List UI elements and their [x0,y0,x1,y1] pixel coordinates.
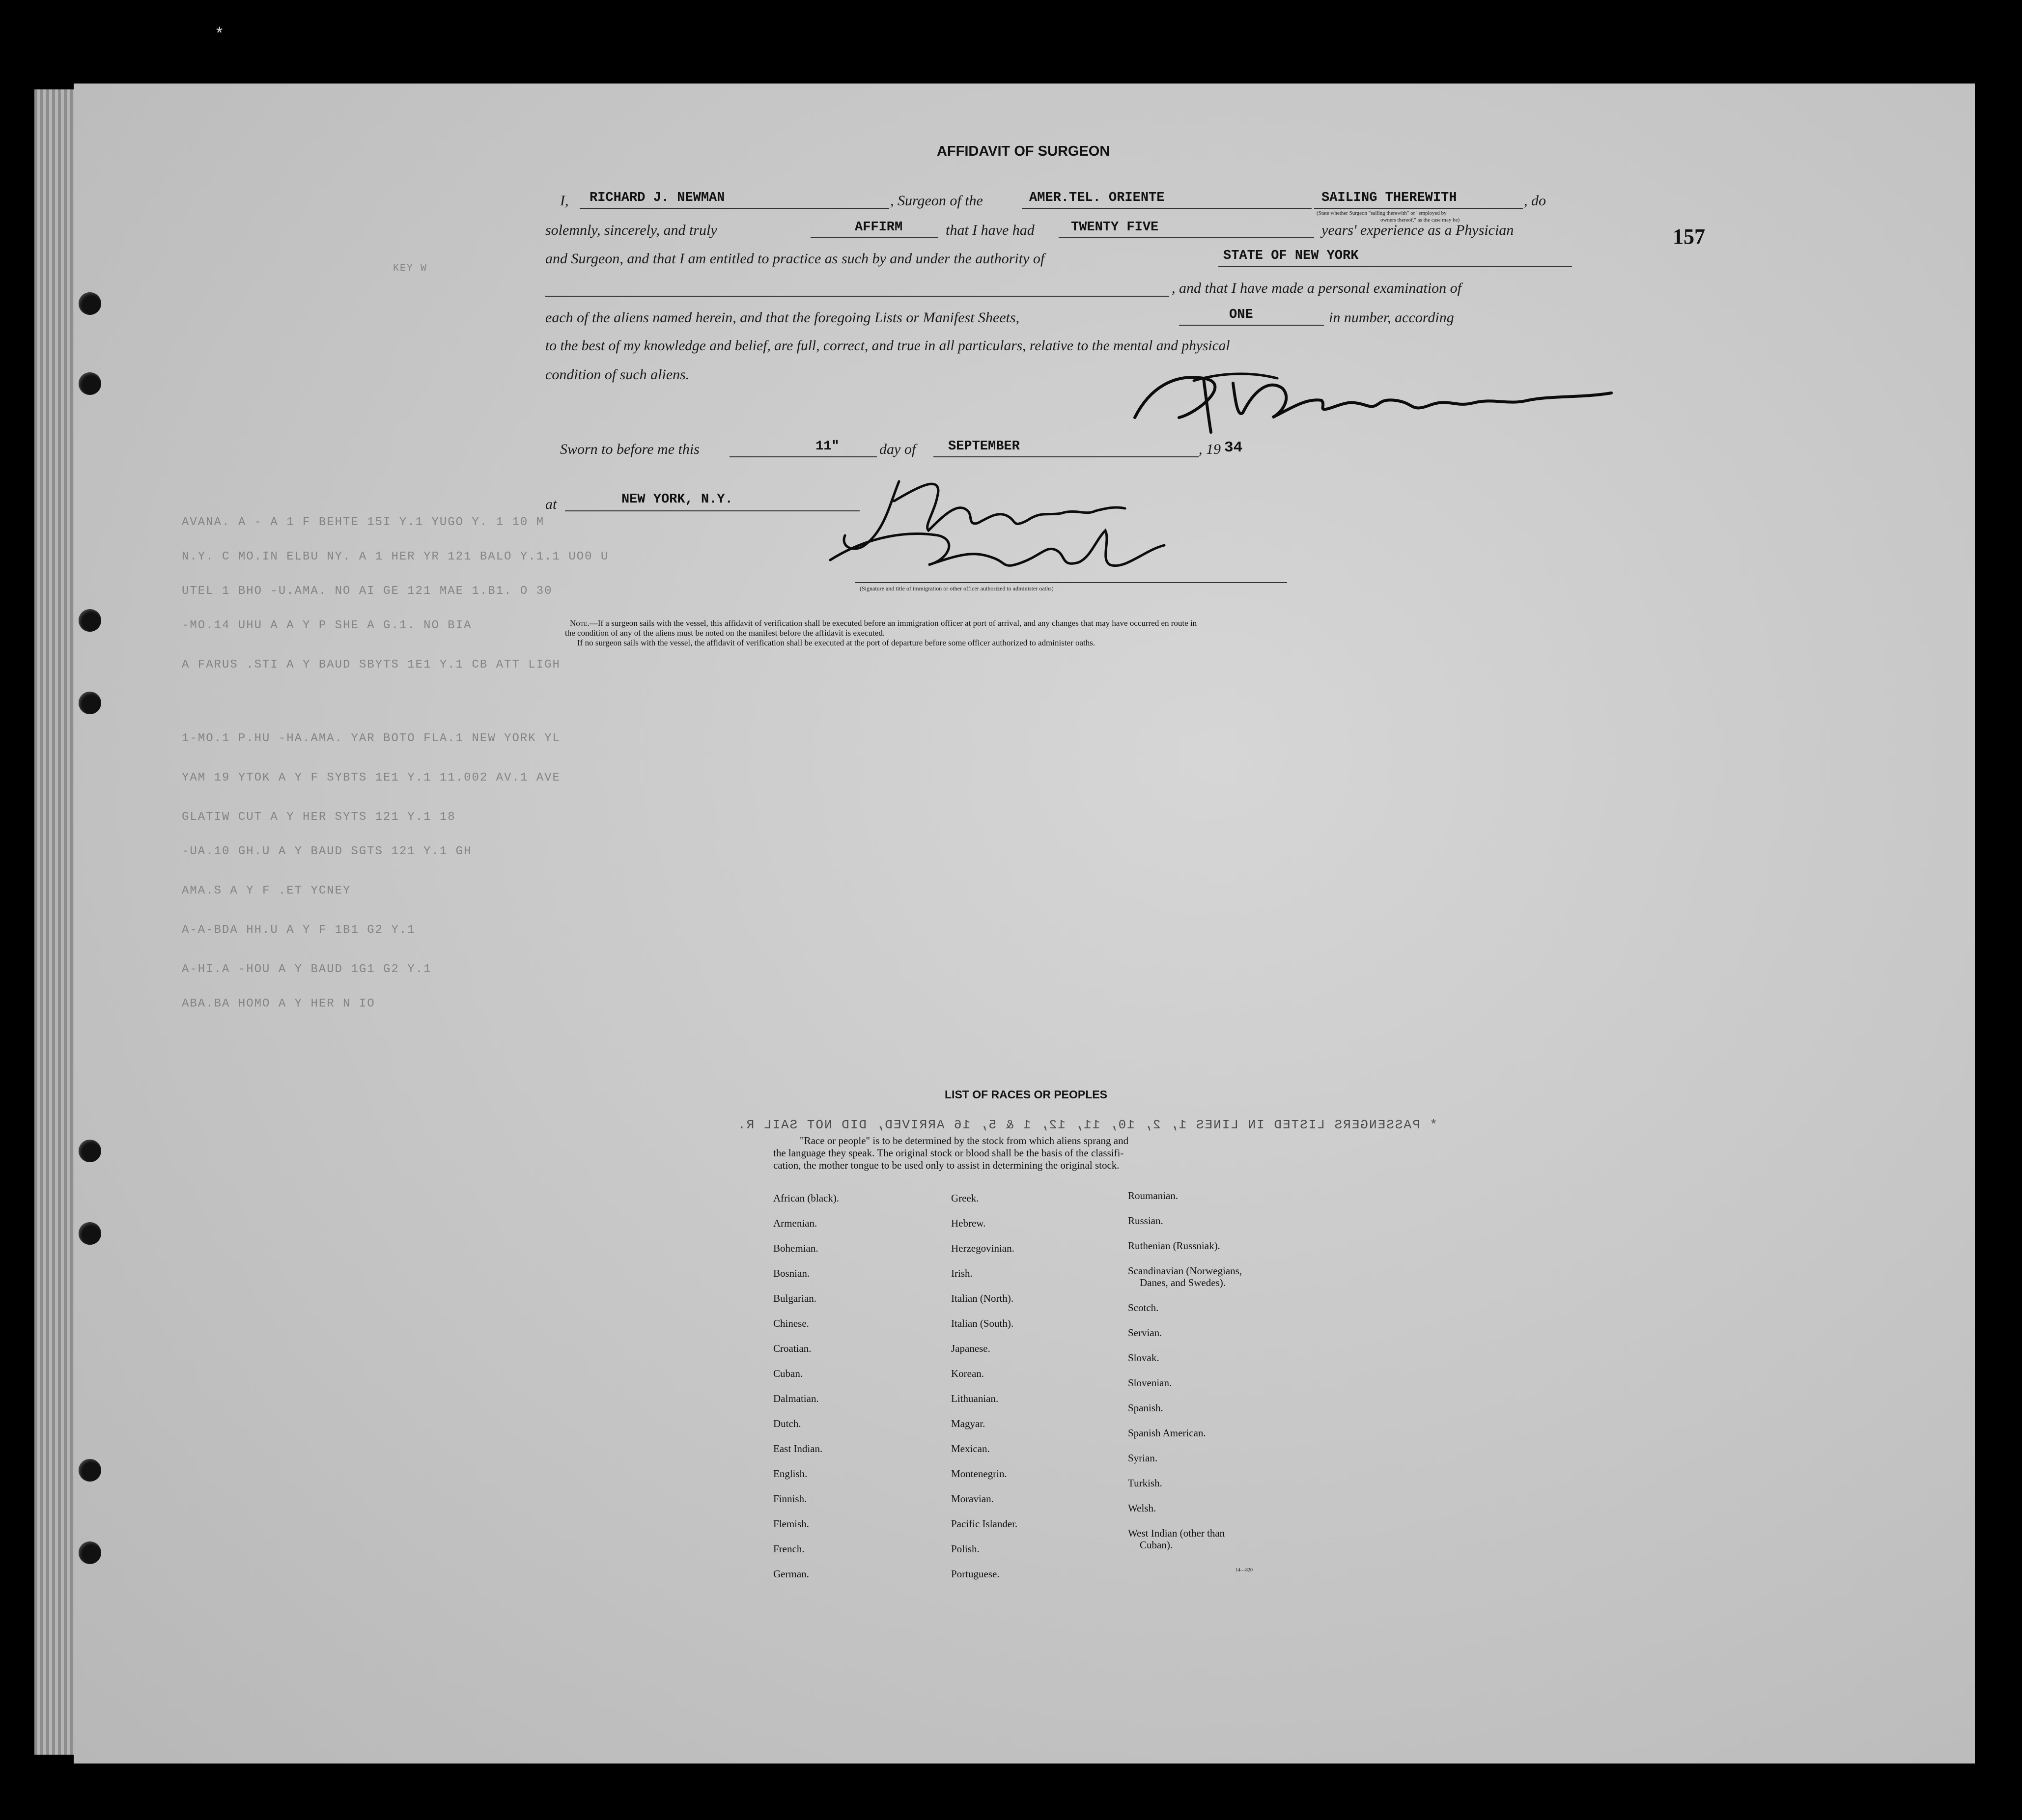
oath-type: AFFIRM [855,220,903,235]
race-item: French. [773,1543,805,1555]
race-item: Welsh. [1128,1502,1156,1514]
note-line-2: the condition of any of the aliens must be noted on the manifest before the affidavit is executed. [565,628,885,638]
bleed-through-row: UTEL 1 BHO -U.AMA. NO AI GE 121 MAE 1.B1. O 30 [182,585,553,598]
races-intro-2: the language they speak. The original stock or blood shall be the basis of the classifi- [773,1147,1124,1159]
manifest-page [74,84,1975,1764]
race-item: Bosnian. [773,1267,810,1279]
bleed-through-row: A FARUS .STI A Y BAUD SBYTS 1E1 Y.1 CB ATT LIGH [182,658,561,672]
line2-mid: that I have had [946,222,1035,238]
race-item: Croatian. [773,1343,812,1354]
race-item: Ruthenian (Russniak). [1128,1240,1220,1252]
race-item: Bulgarian. [773,1292,817,1304]
race-item: Slovenian. [1128,1377,1172,1389]
bleed-through-row: A-HI.A -HOU A Y BAUD 1G1 G2 Y.1 [182,963,432,976]
bleed-through-typed-note: * PASSENGERS LISTED IN LINES 1, 2, 10, 11, 12, 1 & 5, 16 ARRIVED, DID NOT SAIL R. [737,1118,1437,1132]
race-item: Moravian. [951,1493,994,1505]
race-item: English. [773,1468,808,1480]
status-note-1: (State whether Surgeon "sailing therewith" or "employed by [1317,210,1447,216]
race-item: Russian. [1128,1215,1163,1227]
sworn-day: 11" [815,439,840,454]
years-underline [1059,237,1314,238]
race-item: Scandinavian (Norwegians, [1128,1265,1242,1277]
race-item: Chinese. [773,1317,809,1329]
binder-hole [79,292,101,315]
line2-prefix: solemnly, sincerely, and truly [545,222,717,238]
race-item: Roumanian. [1128,1190,1179,1202]
race-item: Hebrew. [951,1217,986,1229]
surgeon-name: RICHARD J. NEWMAN [590,191,725,205]
race-item: Herzegovinian. [951,1242,1014,1254]
surgeon-signature [1120,359,1626,442]
status-underline [1314,208,1523,209]
bleed-through-stray: KEY W [393,263,428,274]
line1-suffix: , do [1524,193,1546,209]
affidavit-title: AFFIDAVIT OF SURGEON [937,143,1110,159]
race-item: Dalmatian. [773,1393,819,1404]
bleed-through-row: N.Y. C MO.IN ELBU NY. A 1 HER YR 121 BALO Y.1.1 UO0 U [182,550,609,563]
binder-hole [79,692,101,714]
line3-text: and Surgeon, and that I am entitled to practice as such by and under the authority of [545,251,1045,267]
race-item: Italian (North). [951,1292,1014,1304]
line4-text: , and that I have made a personal examination of [1172,280,1461,296]
race-item: Korean. [951,1368,984,1379]
race-item: Slovak. [1128,1352,1159,1364]
note-line-1 [570,618,1197,628]
bleed-through-row: YAM 19 YTOK A Y F SYBTS 1E1 Y.1 11.002 AV.1 AVE [182,771,561,784]
binder-hole [79,1140,101,1162]
races-title: LIST OF RACES OR PEOPLES [945,1088,1107,1101]
bleed-through-row: GLATIW CUT A Y HER SYTS 121 Y.1 18 [182,811,456,824]
binder-hole [79,372,101,395]
officer-caption: (Signature and title of immigration or other officer authorized to administer oaths) [860,585,1054,592]
bleed-through-row: AMA.S A Y F .ET YCNEY [182,884,351,897]
line6-text: to the best of my knowledge and belief, are full, correct, and true in all particulars, relative to the mental and physical [545,338,1230,354]
count-underline [1179,325,1324,326]
authority-underline [1218,266,1572,267]
line7-text: condition of such aliens. [545,366,690,383]
race-item: Turkish. [1128,1477,1162,1489]
bleed-through-row: ABA.BA HOMO A Y HER N IO [182,997,375,1010]
race-item: Finnish. [773,1493,807,1505]
line5-suffix: in number, according [1329,309,1454,326]
bleed-through-row: A-A-BDA HH.U A Y F 1B1 G2 Y.1 [182,924,416,937]
race-item: Servian. [1128,1327,1162,1339]
races-column-3 [1128,1190,1242,1564]
race-item: Pacific Islander. [951,1518,1018,1530]
years-experience: TWENTY FIVE [1071,220,1159,235]
officer-underline [855,582,1287,583]
race-item: West Indian (other than [1128,1527,1225,1539]
races-intro-1: "Race or people" is to be determined by the stock from which aliens sprang and [800,1135,1129,1147]
bleed-through-row: -MO.14 UHU A A Y P SHE A G.1. NO BIA [182,619,472,632]
sworn-year: 34 [1224,439,1243,456]
race-item: Greek. [951,1192,979,1204]
race-item: Flemish. [773,1518,809,1530]
race-item: Mexican. [951,1443,990,1455]
binder-hole [79,609,101,632]
sworn-year-prefix: , 19 [1199,441,1221,457]
race-item: East Indian. [773,1443,823,1455]
race-item: Danes, and Swedes). [1140,1277,1226,1288]
race-item: Dutch. [773,1418,801,1429]
bleed-through-row: AVANA. A - A 1 F BEHTE 15I Y.1 YUGO Y. 1 10 M [182,516,545,529]
page-number: 157 [1673,224,1705,249]
month-underline [933,456,1199,457]
form-code: 14—820 [1236,1568,1253,1573]
sworn-mid: day of [879,441,916,457]
surgeon-name-underline [580,208,889,209]
page-edge-stack [34,89,79,1755]
status-note-2: owners thereof," as the case may be) [1380,217,1460,223]
race-item: Bohemian. [773,1242,818,1254]
race-item: Magyar. [951,1418,985,1429]
races-intro-3: cation, the mother tongue to be used only to assist in determining the original stock. [773,1159,1120,1171]
vessel-underline [1022,208,1312,209]
vessel-name: AMER.TEL. ORIENTE [1029,191,1165,205]
race-item: Spanish. [1128,1402,1163,1414]
race-item: Cuban). [1140,1539,1173,1551]
note-label: Note. [570,618,590,628]
line2-suffix: years' experience as a Physician [1321,222,1514,238]
day-underline [730,456,877,457]
race-item: Portuguese. [951,1568,1000,1580]
note-text-1: —If a surgeon sails with the vessel, this affidavit of verification shall be executed before an immigration officer at port of arrival, and any changes that may have occurred en route in [589,618,1197,628]
race-item: Polish. [951,1543,980,1555]
race-item: Spanish American. [1128,1427,1206,1439]
race-item: Cuban. [773,1368,803,1379]
note-line-3: If no surgeon sails with the vessel, the affidavit of verification shall be executed at the port of departure before some officer authorized to administer oaths. [577,638,1095,647]
licensing-authority: STATE OF NEW YORK [1223,249,1359,263]
sworn-month: SEPTEMBER [948,439,1020,454]
at-prefix: at [545,496,557,512]
corner-mark: * [216,24,223,42]
bleed-through-row: -UA.10 GH.U A Y BAUD SGTS 121 Y.1 GH [182,845,472,858]
race-item: Armenian. [773,1217,817,1229]
binder-hole [79,1222,101,1245]
races-column-1 [773,1192,839,1593]
race-item: Irish. [951,1267,973,1279]
sworn-prefix: Sworn to before me this [560,441,700,457]
race-item: African (black). [773,1192,840,1204]
manifest-sheet-count: ONE [1229,308,1253,322]
bleed-through-row: 1-MO.1 P.HU -HA.AMA. YAR BOTO FLA.1 NEW YORK YL [182,732,561,745]
officer-signature [811,462,1253,589]
line1-prefix: I, [560,193,569,209]
race-item: Syrian. [1128,1452,1158,1464]
race-item: Lithuanian. [951,1393,999,1404]
surgeon-status: SAILING THEREWITH [1321,191,1457,205]
line1-mid: , Surgeon of the [890,193,983,209]
line5-prefix: each of the aliens named herein, and that the foregoing Lists or Manifest Sheets, [545,309,1020,326]
binder-hole [79,1459,101,1482]
sworn-place: NEW YORK, N.Y. [621,492,733,507]
binder-hole [79,1541,101,1564]
race-item: Italian (South). [951,1317,1014,1329]
race-item: Montenegrin. [951,1468,1007,1480]
blank-underline [545,296,1169,297]
race-item: German. [773,1568,809,1580]
race-item: Scotch. [1128,1302,1159,1314]
races-column-2 [951,1192,1017,1593]
oath-underline [811,237,938,238]
race-item: Japanese. [951,1343,990,1354]
